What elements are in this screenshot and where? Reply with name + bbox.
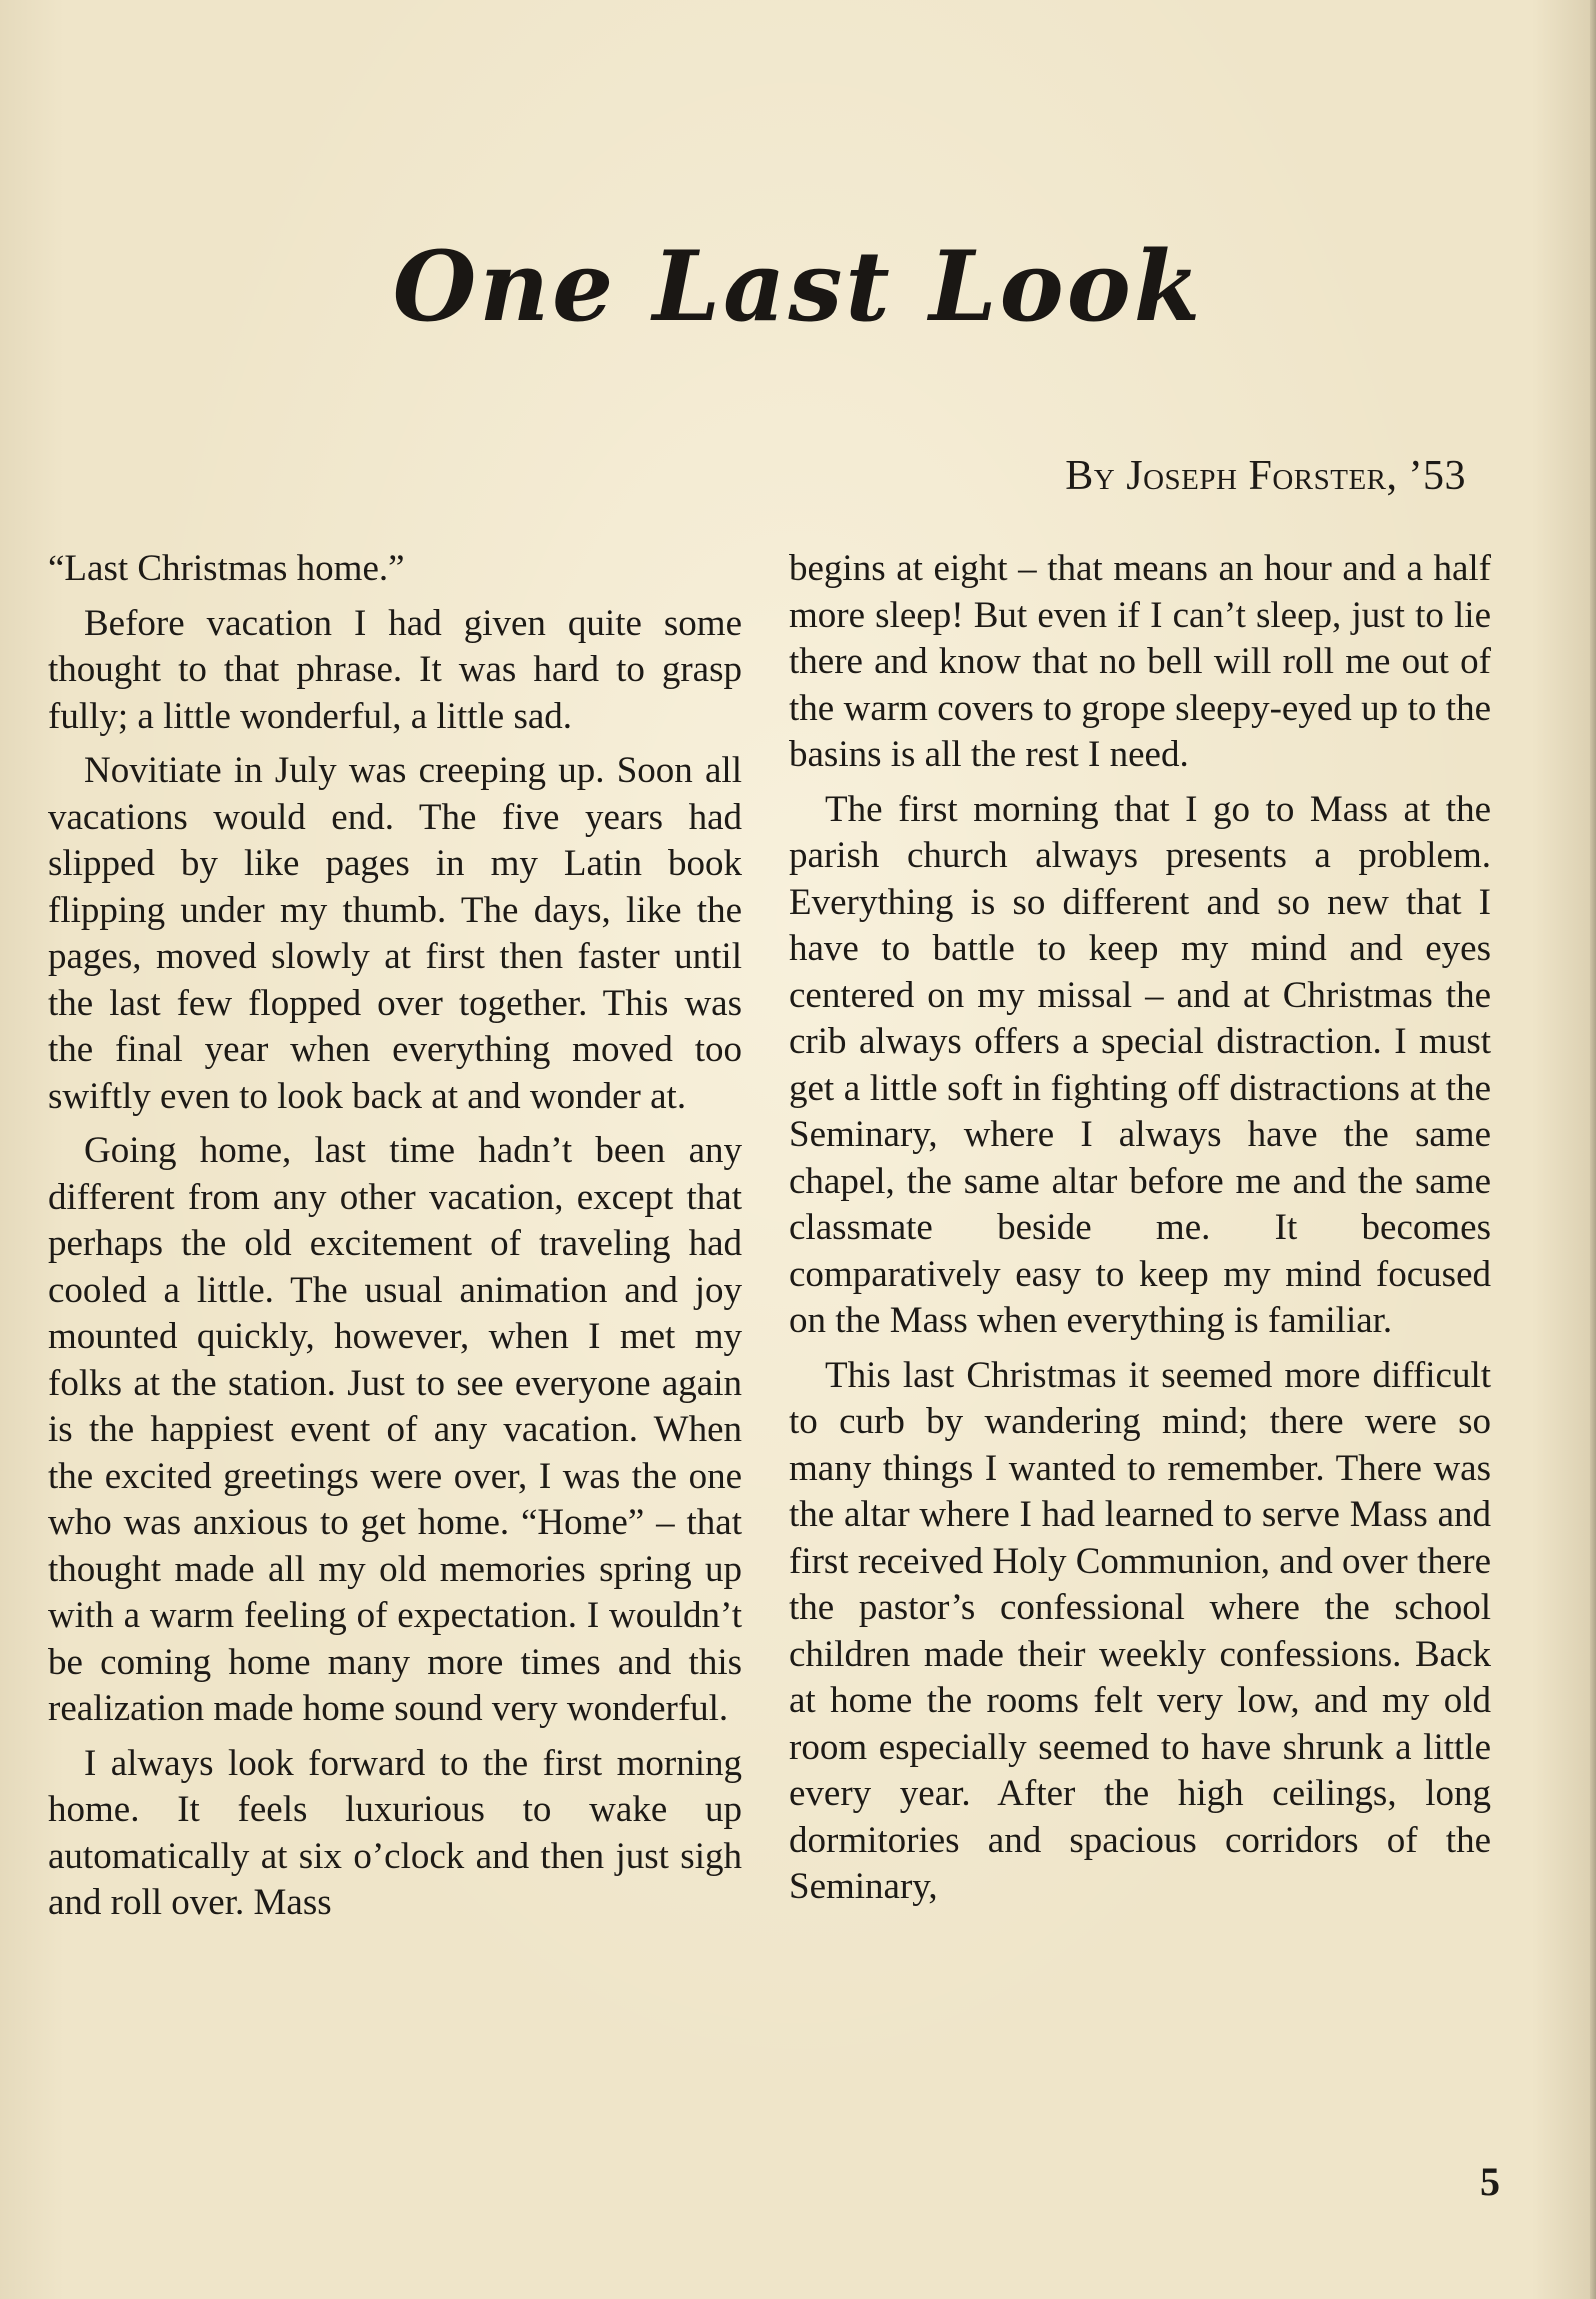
paragraph: This last Christmas it seemed more difficult to curb by wandering mind; there were so many things I wanted to remember. There was the altar where I had learned to serve Mass and first received Holy Communion, and over there the pastor’s confessional where the school children made their weekly confessions. Back at home the rooms felt very low, and my old room especially seemed to have shrunk a little every year. After the high ceilings, long dormitories and spacious corridors of the Seminary,	[789, 1354, 1491, 1907]
page-edge-shadow	[1590, 0, 1596, 2299]
paragraph: Novitiate in July was creeping up. Soon all vacations would end. The five years had slipped by like pages in my Latin book flipping under my thumb. The days, like the pages, moved slowly at first then faster until the last few flopped over together. This was the final year when everything moved too swiftly even to look back at and wonder at.	[48, 750, 742, 1117]
paragraph: Before vacation I had given quite some thought to that phrase. It was hard to grasp fully; a little wonderful, a little sad.	[48, 602, 742, 737]
paragraph: Going home, last time hadn’t been any different from any other vacation, except that perhaps the old excitement of traveling had cooled a little. The usual animation and joy mounted quickly, however, when I met my folks at the station. Just to see everyone again is the happiest event of any vacation. When the excited greetings were over, I was the one who was anxious to get home. “Home” – that thought made all my old memories spring up with a warm feeling of expectation. I wouldn’t be coming home many more times and this realization made home sound very wonderful.	[48, 1130, 742, 1729]
article-title: One Last Look	[392, 230, 1204, 343]
article-byline: By Joseph Forster, ’53	[1065, 453, 1466, 499]
page-number: 5	[1480, 2159, 1500, 2204]
paragraph: I always look forward to the first morning home. It feels luxurious to wake up automatically at six o’clock and then just sigh and roll over. Mass	[48, 1742, 742, 1923]
left-column	[48, 546, 742, 1927]
paragraph: begins at eight – that means an hour and a half more sleep! But even if I can’t sleep, just to lie there and know that no bell will roll me out of the warm covers to grope sleepy-eyed up to the basins is all the rest I need.	[789, 548, 1491, 775]
right-column	[789, 546, 1491, 1911]
paragraph: The first morning that I go to Mass at the parish church always presents a problem. Everything is so different and so new that I have to battle to keep my mind and eyes centered on my missal – and at Christmas the crib always offers a special distraction. I must get a little soft in fighting off distractions at the Seminary, where I always have the same chapel, the same altar before me and the same classmate beside me. It becomes comparatively easy to keep my mind focused on the Mass when everything is familiar.	[789, 788, 1491, 1341]
paragraph: “Last Christmas home.”	[48, 548, 405, 589]
